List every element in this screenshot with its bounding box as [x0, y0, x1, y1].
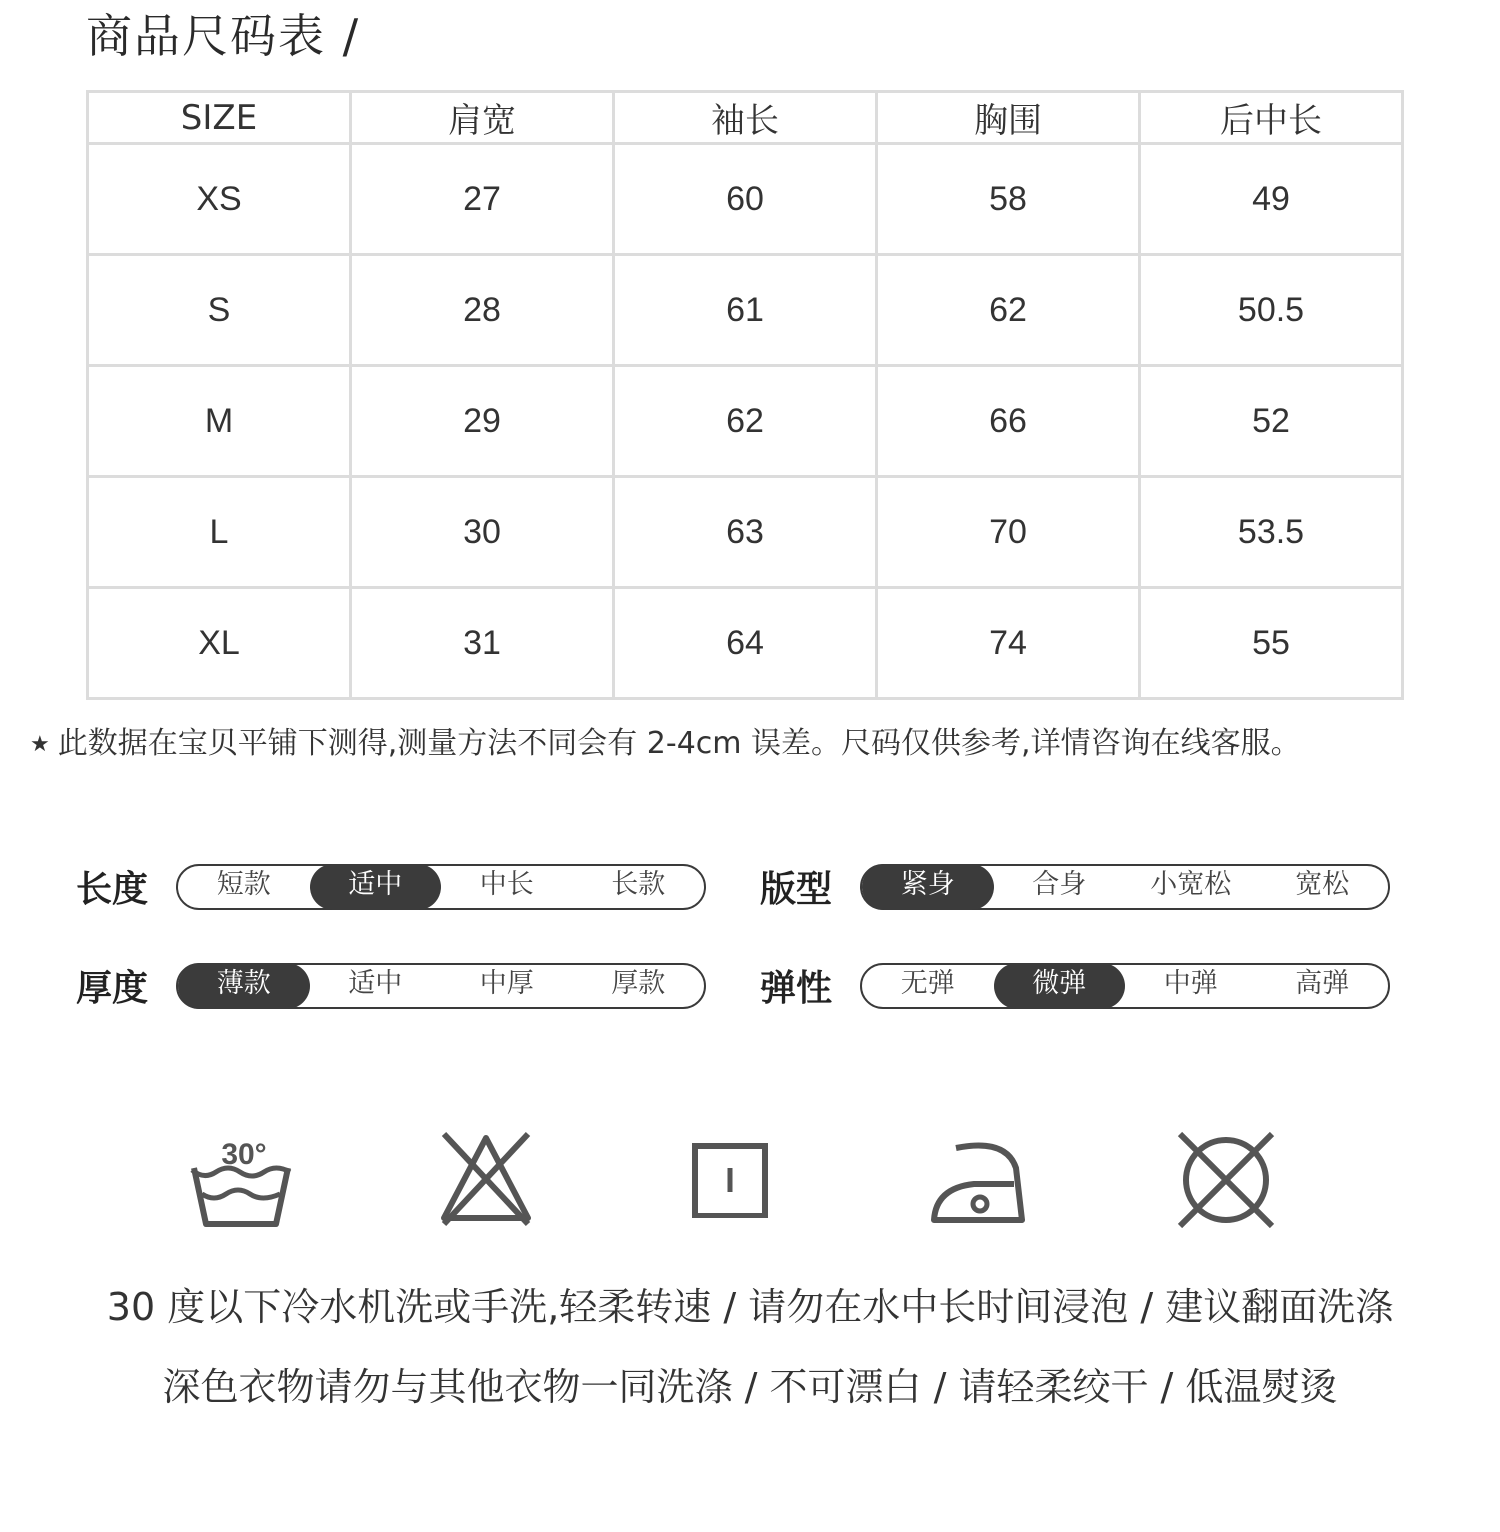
option-slightly-loose: 小宽松	[1150, 868, 1232, 900]
care-instructions-line-2: 深色衣物请勿与其他衣物一同洗涤 / 不可漂白 / 请轻柔绞干 / 低温熨烫	[162, 1365, 1338, 1409]
table-header-row	[88, 92, 1403, 144]
table-cell: XL	[88, 588, 351, 699]
option-mid-thick: 中厚	[479, 967, 534, 999]
option-regular: 合身	[1032, 868, 1087, 900]
table-cell: 60	[614, 144, 877, 255]
table-cell: 28	[351, 255, 614, 366]
attr-elasticity	[760, 960, 1390, 1011]
col-header-length: 后中长	[1140, 92, 1403, 144]
option-slight-stretch-selected: 微弹	[994, 963, 1126, 1009]
table-cell: 49	[1140, 144, 1403, 255]
no-bleach-icon	[436, 1128, 536, 1228]
page-title: 商品尺码表 /	[86, 9, 361, 63]
option-medium-stretch: 中弹	[1163, 967, 1218, 999]
table-cell: 58	[877, 144, 1140, 255]
table-cell: 29	[351, 366, 614, 477]
option-long: 长款	[611, 868, 666, 900]
option-medium-selected: 适中	[310, 864, 442, 910]
table-cell: 62	[614, 366, 877, 477]
table-cell: 52	[1140, 366, 1403, 477]
star-icon: ★	[30, 731, 50, 757]
table-cell: 31	[351, 588, 614, 699]
option-mid-long: 中长	[479, 868, 534, 900]
table-cell: 50.5	[1140, 255, 1403, 366]
col-header-chest: 胸围	[877, 92, 1140, 144]
option-high-stretch: 高弹	[1295, 967, 1350, 999]
table-cell: 62	[877, 255, 1140, 366]
wash-30-icon	[186, 1128, 296, 1233]
table-cell: XS	[88, 144, 351, 255]
col-header-sleeve: 袖长	[614, 92, 877, 144]
attr-length	[76, 861, 706, 912]
attr-length-scale	[176, 864, 706, 910]
table-row	[88, 144, 1403, 255]
tumble-dry-icon	[690, 1128, 770, 1218]
care-icons	[0, 1128, 1500, 1238]
attr-fit	[760, 861, 1390, 912]
table-cell: S	[88, 255, 351, 366]
measurement-note	[30, 720, 1301, 769]
table-cell: 55	[1140, 588, 1403, 699]
table-cell: 27	[351, 144, 614, 255]
option-short: 短款	[216, 868, 271, 900]
table-cell: M	[88, 366, 351, 477]
attr-thickness-scale	[176, 963, 706, 1009]
attr-thickness-label: 厚度	[76, 968, 149, 1009]
table-cell: 74	[877, 588, 1140, 699]
table-cell: 70	[877, 477, 1140, 588]
size-table	[86, 90, 1404, 700]
option-no-stretch: 无弹	[900, 967, 955, 999]
col-header-size: SIZE	[88, 92, 351, 144]
table-cell: L	[88, 477, 351, 588]
table-cell: 64	[614, 588, 877, 699]
option-thick: 厚款	[611, 967, 666, 999]
care-instructions-line-1: 30 度以下冷水机洗或手洗,轻柔转速 / 请勿在水中长时间浸泡 / 建议翻面洗涤	[106, 1285, 1394, 1329]
table-cell: 63	[614, 477, 877, 588]
table-row	[88, 477, 1403, 588]
table-cell: 53.5	[1140, 477, 1403, 588]
table-cell: 66	[877, 366, 1140, 477]
table-row	[88, 588, 1403, 699]
table-cell: 61	[614, 255, 877, 366]
attr-length-label: 长度	[76, 869, 149, 910]
no-dry-clean-icon	[1174, 1128, 1278, 1228]
option-thin-selected: 薄款	[178, 963, 310, 1009]
iron-low-icon	[926, 1128, 1030, 1228]
note-text: 此数据在宝贝平铺下测得,测量方法不同会有 2-4cm 误差。尺码仅供参考,详情咨询在线客服。	[57, 726, 1301, 761]
table-cell: 30	[351, 477, 614, 588]
attr-thickness	[76, 960, 706, 1011]
option-moderate: 适中	[348, 967, 403, 999]
option-loose: 宽松	[1295, 868, 1350, 900]
attr-elasticity-label: 弹性	[760, 968, 833, 1009]
option-slim-selected: 紧身	[862, 864, 994, 910]
table-row	[88, 255, 1403, 366]
attr-fit-label: 版型	[760, 869, 833, 910]
attr-elasticity-scale	[860, 963, 1390, 1009]
table-row	[88, 366, 1403, 477]
wash-temp-label: 30°	[221, 1138, 267, 1171]
col-header-shoulder: 肩宽	[351, 92, 614, 144]
attr-fit-scale	[860, 864, 1390, 910]
